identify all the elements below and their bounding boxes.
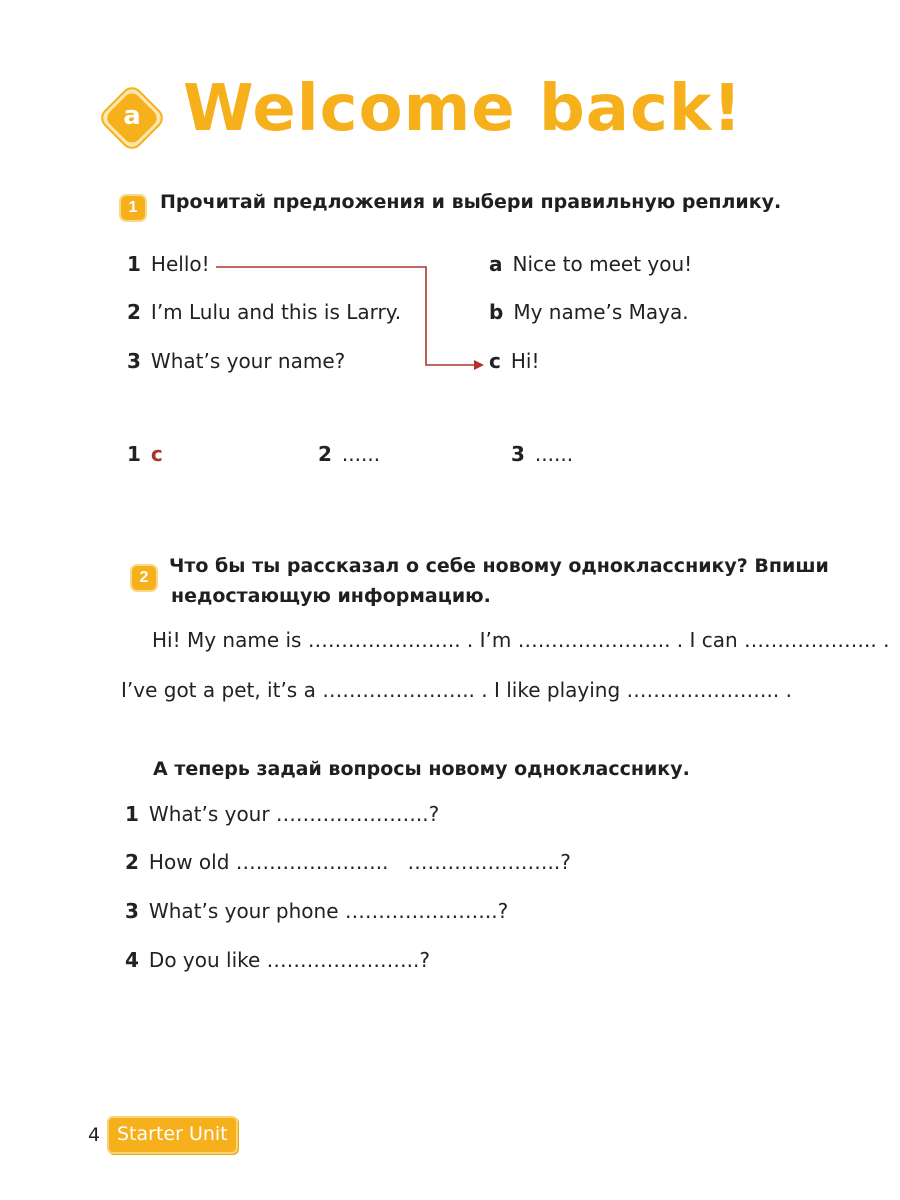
question-text: How old ………………….. …………………..? [148, 850, 571, 874]
answer-value: ...... [534, 442, 574, 466]
item-letter: a [489, 252, 503, 276]
item-text: Hello! [150, 252, 210, 276]
question-item[interactable] [125, 948, 430, 972]
question-text: Do you like …………………..? [148, 948, 430, 972]
question-item[interactable] [125, 899, 508, 923]
item-letter: c [489, 349, 501, 373]
item-number: 3 [127, 349, 141, 373]
item-text: Nice to meet you! [512, 252, 693, 276]
answer-slot[interactable] [511, 442, 573, 466]
exercise-1-number: 1 [128, 199, 138, 216]
fill-in-sentence[interactable]: I’ve got a pet, it’s a ………………….. . I like playing ………………….. . [121, 678, 792, 702]
answer-value: c [150, 442, 163, 466]
answer-number: 2 [318, 442, 332, 466]
match-right-item [489, 349, 539, 373]
exercise-2-sub-instruction: А теперь задай вопросы новому однокласснику. [153, 758, 690, 780]
exercise-2-instruction-line1: Что бы ты рассказал о себе новому однокласснику? Впиши [169, 555, 829, 577]
match-right-item [489, 252, 692, 276]
item-text: Hi! [510, 349, 540, 373]
question-item[interactable] [125, 850, 571, 874]
answer-slot[interactable] [127, 442, 163, 466]
exercise-2-instruction-line2: недостающую информацию. [171, 585, 491, 607]
question-number: 1 [125, 802, 139, 826]
item-letter: b [489, 300, 504, 324]
answer-number: 1 [127, 442, 141, 466]
answer-number: 3 [511, 442, 525, 466]
answer-value: ...... [341, 442, 381, 466]
match-left-item [127, 300, 401, 324]
fill-in-sentence[interactable]: Hi! My name is ………………….. . I’m ………………….. . I can ……………….. . [152, 628, 890, 652]
item-text: My name’s Maya. [513, 300, 689, 324]
page-title: Welcome back! [183, 72, 743, 146]
unit-label: Starter Unit [107, 1116, 238, 1154]
item-text: I’m Lulu and this is Larry. [150, 300, 402, 324]
match-left-item [127, 349, 345, 373]
question-text: What’s your …………………..? [148, 802, 440, 826]
item-number: 1 [127, 252, 141, 276]
question-number: 3 [125, 899, 139, 923]
exercise-1-badge [118, 193, 148, 223]
exercise-2-number: 2 [139, 569, 149, 586]
question-item[interactable] [125, 802, 439, 826]
unit-badge [92, 78, 172, 158]
question-number: 4 [125, 948, 139, 972]
item-number: 2 [127, 300, 141, 324]
unit-letter: a [123, 101, 141, 131]
exercise-2-badge [129, 563, 159, 593]
match-left-item [127, 252, 210, 276]
match-right-item [489, 300, 689, 324]
item-text: What’s your name? [150, 349, 346, 373]
answer-slot[interactable] [318, 442, 380, 466]
question-number: 2 [125, 850, 139, 874]
question-text: What’s your phone …………………..? [148, 899, 509, 923]
page-number: 4 [88, 1124, 101, 1146]
exercise-1-instruction: Прочитай предложения и выбери правильную реплику. [160, 191, 782, 213]
